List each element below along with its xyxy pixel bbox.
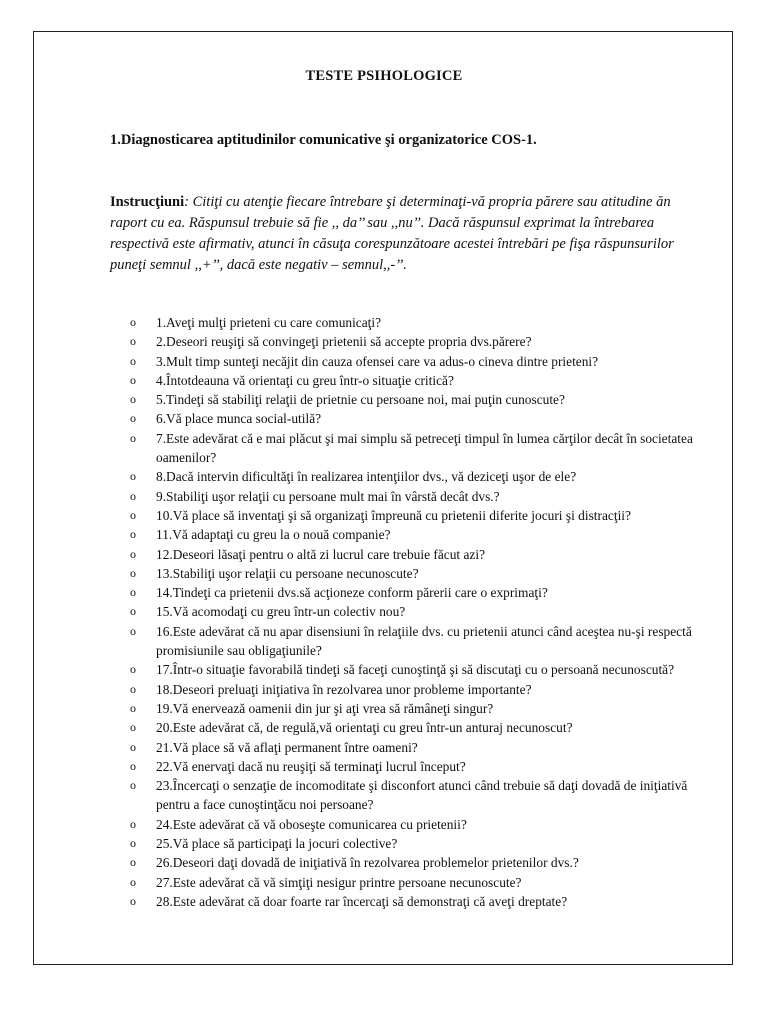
question-item	[130, 738, 720, 757]
document-title: TESTE PSIHOLOGICE	[305, 68, 463, 84]
bullet-circle-icon: o	[130, 392, 136, 407]
question-item	[130, 680, 720, 699]
question-text: 28.Este adevărat că doar foarte rar încercaţi să demonstraţi că aveţi dreptate?	[156, 893, 568, 909]
bullet-circle-icon: o	[130, 681, 136, 696]
question-item	[130, 487, 720, 506]
bullet-circle-icon: o	[130, 546, 136, 561]
question-item	[130, 757, 720, 776]
bullet-circle-icon: o	[130, 720, 136, 735]
bullet-circle-icon: o	[130, 893, 136, 908]
question-item	[130, 506, 720, 525]
bullet-circle-icon: o	[130, 739, 136, 754]
question-item	[130, 332, 720, 351]
bullet-circle-icon: o	[130, 778, 136, 793]
bullet-circle-icon: o	[130, 565, 136, 580]
question-text: 7.Este adevărat că e mai plăcut şi mai simplu să petreceţi timpul în lumea cărţilor decât în societatea oamenilor?	[156, 430, 693, 466]
question-item	[130, 390, 720, 409]
question-item	[130, 564, 720, 583]
question-text: 10.Vă place să inventaţi şi să organizaţi împreună cu prietenii diferite jocuri şi distracţii?	[156, 507, 631, 523]
question-item	[130, 371, 720, 390]
bullet-circle-icon: o	[130, 585, 136, 600]
question-item	[130, 815, 720, 834]
question-text: 15.Vă acomodaţi cu greu într-un colectiv nou?	[156, 604, 406, 620]
bullet-circle-icon: o	[130, 430, 136, 445]
question-text: 16.Este adevărat că nu apar disensiuni în relaţiile dvs. cu prietenii atunci când aceştea nu-şi respectă promisiunile sau obligaţiunile?	[156, 623, 692, 659]
question-item	[130, 892, 720, 911]
question-item	[130, 834, 720, 853]
bullet-circle-icon: o	[130, 836, 136, 851]
bullet-circle-icon: o	[130, 372, 136, 387]
question-text: 6.Vă place munca social-utilă?	[156, 411, 322, 427]
bullet-circle-icon: o	[130, 334, 136, 349]
bullet-circle-icon: o	[130, 604, 136, 619]
bullet-circle-icon: o	[130, 469, 136, 484]
bullet-circle-icon: o	[130, 758, 136, 773]
question-text: 24.Este adevărat că vă oboseşte comunicarea cu prietenii?	[156, 816, 467, 832]
bullet-circle-icon: o	[130, 353, 136, 368]
question-text: 20.Este adevărat că, de regulă,vă orientaţi cu greu într-un anturaj necunoscut?	[156, 720, 573, 736]
question-list	[130, 313, 720, 911]
question-item	[130, 352, 720, 371]
bullet-circle-icon: o	[130, 527, 136, 542]
question-text: 22.Vă enervaţi dacă nu reuşiţi să terminaţi lucrul început?	[156, 758, 466, 774]
question-text: 27.Este adevărat că vă simţiţi nesigur printre persoane necunoscute?	[156, 874, 522, 890]
question-text: 21.Vă place să vă aflaţi permanent între oameni?	[156, 739, 418, 755]
question-item	[130, 699, 720, 718]
question-text: 4.Întotdeauna vă orientaţi cu greu într-o situaţie critică?	[156, 372, 454, 388]
question-text: 5.Tindeţi să stabiliţi relaţii de prietnie cu persoane noi, mai puţin cunoscute?	[156, 392, 565, 408]
question-text: 23.Încercaţi o senzaţie de incomoditate şi disconfort atunci când trebuie să daţi dovadă de iniţiativă pentru a face cunoştinţăcu noi persoane?	[156, 778, 688, 813]
question-item	[130, 660, 720, 679]
instructions-text: : Citiţi cu atenţie fiecare întrebare şi determinaţi-vă propria părere sau atitudine ăn raport cu ea. Răspunsul trebuie să fie ,, da’’ sau ,,nu’’. Dacă răspunsul exprimat la întrebarea respectivă este afirmativ, atunci în căsuţa corespunzătoare acestei întrebări pe fişa răspunsurilor puneţi semnul ,,+’’, dacă este negativ – semnul,,-’’.	[110, 194, 674, 273]
question-item	[130, 429, 720, 468]
question-item	[130, 622, 720, 661]
question-item	[130, 313, 720, 332]
bullet-circle-icon: o	[130, 816, 136, 831]
question-item	[130, 583, 720, 602]
instructions-label: Instrucţiuni	[110, 194, 185, 210]
bullet-circle-icon: o	[130, 662, 136, 677]
question-text: 26.Deseori daţi dovadă de iniţiativă în rezolvarea problemelor prietenilor dvs.?	[156, 855, 579, 871]
instructions-paragraph	[110, 192, 710, 276]
question-item	[130, 718, 720, 737]
question-text: 25.Vă place să participaţi la jocuri colective?	[156, 836, 398, 852]
bullet-circle-icon: o	[130, 507, 136, 522]
question-text: 3.Mult timp sunteţi necăjit din cauza ofensei care va adus-o cineva dintre prieteni?	[156, 353, 599, 369]
question-text: 14.Tindeţi ca prietenii dvs.să acţioneze conform părerii care o exprimaţi?	[156, 585, 548, 601]
bullet-circle-icon: o	[130, 315, 136, 329]
question-text: 1.Aveţi mulţi prieteni cu care comunicaţi?	[156, 315, 382, 330]
question-text: 18.Deseori preluaţi iniţiativa în rezolvarea unor probleme importante?	[156, 681, 532, 697]
bullet-circle-icon: o	[130, 700, 136, 715]
question-text: 2.Deseori reuşiţi să convingeţi prietenii să accepte propria dvs.părere?	[156, 334, 532, 350]
bullet-circle-icon: o	[130, 874, 136, 889]
bullet-circle-icon: o	[130, 411, 136, 426]
bullet-circle-icon: o	[130, 855, 136, 870]
question-item	[130, 853, 720, 872]
bullet-circle-icon: o	[130, 488, 136, 503]
question-item	[130, 467, 720, 486]
question-item	[130, 409, 720, 428]
question-item	[130, 776, 720, 815]
bullet-circle-icon: o	[130, 623, 136, 638]
question-text: 12.Deseori lăsaţi pentru o altă zi lucrul care trebuie făcut azi?	[156, 546, 486, 562]
question-item	[130, 525, 720, 544]
question-item	[130, 602, 720, 621]
question-text: 13.Stabiliţi uşor relaţii cu persoane necunoscute?	[156, 565, 419, 581]
question-text: 11.Vă adaptaţi cu greu la o nouă companie?	[156, 527, 391, 543]
question-item	[130, 873, 720, 892]
question-text: 17.Într-o situaţie favorabilă tindeţi să faceţi cunoştinţă şi să discutaţi cu o persoană necunoscută?	[156, 662, 675, 678]
question-text: 19.Vă enervează oamenii din jur şi aţi vrea să rămâneţi singur?	[156, 700, 494, 716]
question-item	[130, 545, 720, 564]
question-text: 9.Stabiliţi uşor relaţii cu persoane mult mai în vârstă decât dvs.?	[156, 488, 500, 504]
question-text: 8.Dacă intervin dificultăţi în realizarea intenţiilor dvs., vă deziceţi uşor de ele?	[156, 469, 577, 485]
test-heading: 1.Diagnosticarea aptitudinilor comunicative şi organizatorice COS-1.	[110, 132, 537, 148]
